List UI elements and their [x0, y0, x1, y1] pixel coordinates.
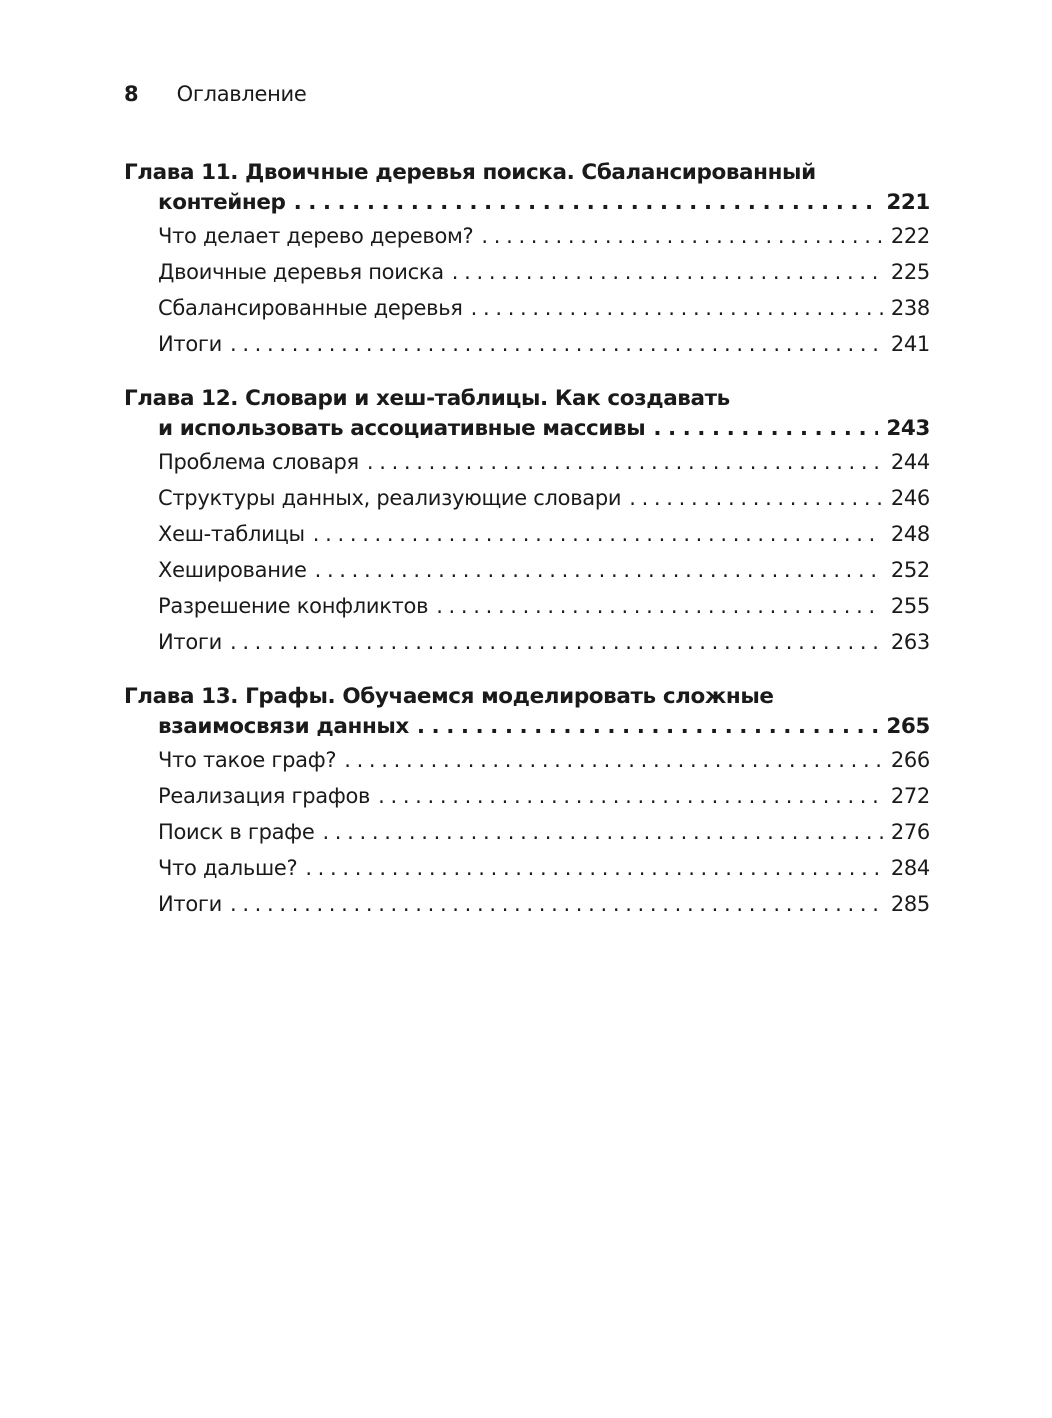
section-title: Хеширование	[158, 558, 307, 582]
toc-section	[124, 886, 930, 922]
section-page-number: 263	[890, 630, 930, 654]
page-number: 8	[124, 82, 139, 106]
section-page-number: 252	[890, 558, 930, 582]
section-title: Двоичные деревья поиска	[158, 260, 444, 284]
section-title: Структуры данных, реализующие словари	[158, 486, 622, 510]
chapter-title-text: взаимосвязи данных	[158, 714, 409, 739]
section-page-number: 225	[890, 260, 930, 284]
toc-section	[124, 742, 930, 778]
section-page-number: 272	[890, 784, 930, 808]
chapter-title-line2	[124, 188, 930, 218]
section-title: Итоги	[158, 630, 222, 654]
chapter-page-number: 243	[886, 416, 930, 441]
dot-leader	[417, 712, 878, 742]
running-head	[124, 80, 307, 108]
section-title: Поиск в графе	[158, 820, 315, 844]
dot-leader	[230, 886, 883, 922]
chapter-heading	[124, 384, 930, 444]
table-of-contents	[124, 158, 930, 944]
section-title: Сбалансированные деревья	[158, 296, 463, 320]
dot-leader	[367, 444, 883, 480]
toc-section	[124, 778, 930, 814]
toc-section	[124, 444, 930, 480]
dot-leader	[313, 516, 883, 552]
toc-section	[124, 850, 930, 886]
chapter-page-number: 221	[886, 190, 930, 215]
section-title: Разрешение конфликтов	[158, 594, 429, 618]
dot-leader	[481, 218, 882, 254]
toc-section	[124, 624, 930, 660]
chapter-title-line2	[124, 414, 930, 444]
dot-leader	[230, 326, 883, 362]
section-page-number: 284	[890, 856, 930, 880]
section-title: Что делает дерево деревом?	[158, 224, 474, 248]
section-page-number: 246	[890, 486, 930, 510]
dot-leader	[230, 624, 883, 660]
dot-leader	[305, 850, 882, 886]
dot-leader	[436, 588, 883, 624]
section-page-number: 266	[890, 748, 930, 772]
dot-leader	[653, 414, 878, 444]
dot-leader	[322, 814, 882, 850]
chapter-title-text: контейнер	[158, 190, 286, 215]
chapter-heading	[124, 158, 930, 218]
section-page-number: 276	[890, 820, 930, 844]
toc-section	[124, 516, 930, 552]
toc-section	[124, 480, 930, 516]
toc-chapter-11	[124, 158, 930, 362]
section-title: Что такое граф?	[158, 748, 337, 772]
chapter-title-line1: Глава 11. Двоичные деревья поиска. Сбалансированный	[124, 160, 816, 185]
section-title: Итоги	[158, 332, 222, 356]
toc-section	[124, 552, 930, 588]
toc-chapter-12	[124, 384, 930, 660]
chapter-page-number: 265	[886, 714, 930, 739]
toc-section	[124, 290, 930, 326]
section-page-number: 238	[890, 296, 930, 320]
toc-chapter-13	[124, 682, 930, 922]
section-page-number: 222	[890, 224, 930, 248]
dot-leader	[344, 742, 883, 778]
toc-section	[124, 326, 930, 362]
section-page-number: 248	[890, 522, 930, 546]
toc-section	[124, 588, 930, 624]
chapter-title-line1: Глава 13. Графы. Обучаемся моделировать сложные	[124, 684, 774, 709]
dot-leader	[315, 552, 883, 588]
section-title: Реализация графов	[158, 784, 371, 808]
chapter-title-line2	[124, 712, 930, 742]
section-title: Итоги	[158, 892, 222, 916]
dot-leader	[471, 290, 883, 326]
chapter-title-line1: Глава 12. Словари и хеш-таблицы. Как создавать	[124, 386, 730, 411]
section-title: Что дальше?	[158, 856, 298, 880]
dot-leader	[629, 480, 883, 516]
dot-leader	[452, 254, 883, 290]
dot-leader	[294, 188, 879, 218]
toc-section	[124, 254, 930, 290]
section-page-number: 241	[890, 332, 930, 356]
toc-section	[124, 814, 930, 850]
section-page-number: 285	[890, 892, 930, 916]
section-title: Хеш-таблицы	[158, 522, 305, 546]
chapter-title-text: и использовать ассоциативные массивы	[158, 416, 646, 441]
section-page-number: 244	[890, 450, 930, 474]
chapter-heading	[124, 682, 930, 742]
toc-section	[124, 218, 930, 254]
section-title: Проблема словаря	[158, 450, 359, 474]
running-title: Оглавление	[176, 82, 307, 106]
section-page-number: 255	[890, 594, 930, 618]
dot-leader	[378, 778, 883, 814]
